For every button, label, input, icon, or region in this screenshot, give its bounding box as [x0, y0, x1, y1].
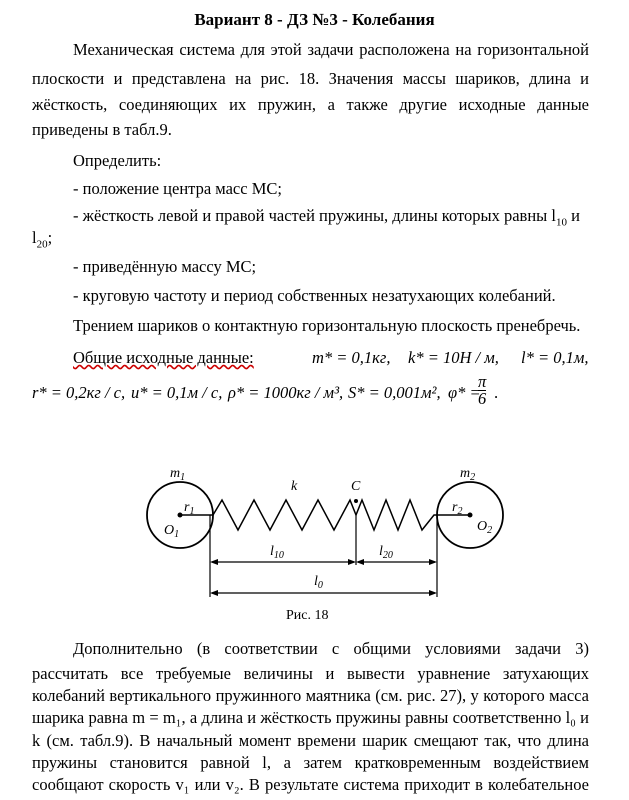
task-item-1: - положение центра масс МС; [73, 179, 282, 198]
label-O2: $O_2$ [477, 519, 493, 536]
label-r2: $r_2$ [452, 500, 463, 517]
label-C: C [351, 479, 361, 494]
arrow-l10-right [348, 559, 356, 565]
extra-line-4: шарика равна m = m₁, а длина и жёсткость пружины равны соответственно l₀ и [32, 708, 589, 727]
arrow-l10-left [210, 559, 218, 565]
task-item-3: - приведённую массу МС; [73, 257, 257, 276]
arrow-l20-left [356, 559, 364, 565]
spring [180, 500, 470, 530]
label-l0: $l_0$ [314, 574, 323, 591]
param-u: u* = 0,1м / с, [131, 383, 223, 402]
label-m2: $m_2$ [460, 466, 476, 483]
phi-numerator: π [478, 372, 487, 391]
task-item-2-sub1: 10 [555, 216, 567, 229]
extra-line-3: колебаний вертикального пружинного маятника (см. рис. 27), у которого масса [32, 686, 589, 705]
extra-line-5: k (см. табл.9). В начальный момент времени шарик смещают так, что длина [32, 731, 589, 750]
param-S: S* = 0,001м², [348, 383, 441, 402]
intro-line-4: приведены в табл.9. [32, 120, 172, 139]
intro-line-2: плоскости и представлена на рис. 18. Значения массы шариков, длина и [32, 69, 589, 88]
document-title: Вариант 8 - ДЗ №3 - Колебания [194, 10, 435, 29]
extra-line-6: пружины становится равной l, а затем кратковременным воздействием [32, 753, 589, 772]
label-m1: $m_1$ [170, 466, 186, 483]
param-k: k* = 10Н / м, [408, 348, 499, 367]
label-r1: $r_1$ [184, 500, 195, 517]
center-O2 [468, 513, 473, 518]
determine-heading: Определить: [73, 151, 162, 170]
arrow-l0-right [429, 590, 437, 596]
param-r: r* = 0,2кг / с, [32, 383, 126, 402]
extra-line-1: Дополнительно (в соответствии с общими условиями задачи 3) [73, 639, 589, 658]
intro-line-1: Механическая система для этой задачи расположена на горизонтальной [73, 40, 589, 59]
param-rho: ρ* = 1000кг / м³, [228, 383, 344, 402]
friction-note: Трением шариков о контактную горизонтальную плоскость пренебречь. [73, 316, 581, 335]
label-k: k [291, 479, 298, 494]
figure-caption: Рис. 18 [286, 608, 329, 623]
label-l20: $l_{20}$ [379, 544, 393, 561]
param-m: m* = 0,1кг, [312, 348, 391, 367]
arrow-l0-left [210, 590, 218, 596]
param-phi: φ* = [448, 383, 481, 402]
center-C [354, 499, 358, 503]
general-label-text: Общие исходные данные: [73, 348, 254, 367]
arrow-l20-right [429, 559, 437, 565]
task-item-2-sub2: 20 [36, 238, 48, 251]
center-O1 [178, 513, 183, 518]
task-item-4: - круговую частоту и период собственных незатухающих колебаний. [73, 286, 556, 305]
label-O1: $O_1$ [164, 523, 180, 540]
task-item-2-mid: и [566, 206, 580, 225]
param-end: . [494, 383, 499, 402]
task-item-2-l: l [32, 228, 37, 247]
intro-line-3: жёсткость, соединяющих их пружин, а также другие исходные данные [32, 95, 589, 114]
phi-denominator: 6 [478, 389, 487, 408]
task-item-2-end: ; [47, 228, 53, 247]
extra-line-2: рассчитать все требуемые величины и вывести уравнение затухающих [32, 664, 589, 683]
label-l10: $l_{10}$ [270, 544, 284, 561]
extra-line-7: сообщают скорость v₁ или v₂. В результате система приходит в колебательное [32, 775, 589, 794]
task-item-2-text: - жёсткость левой и правой частей пружины, длины которых равны l [73, 206, 556, 225]
param-l: l* = 0,1м, [521, 348, 589, 367]
